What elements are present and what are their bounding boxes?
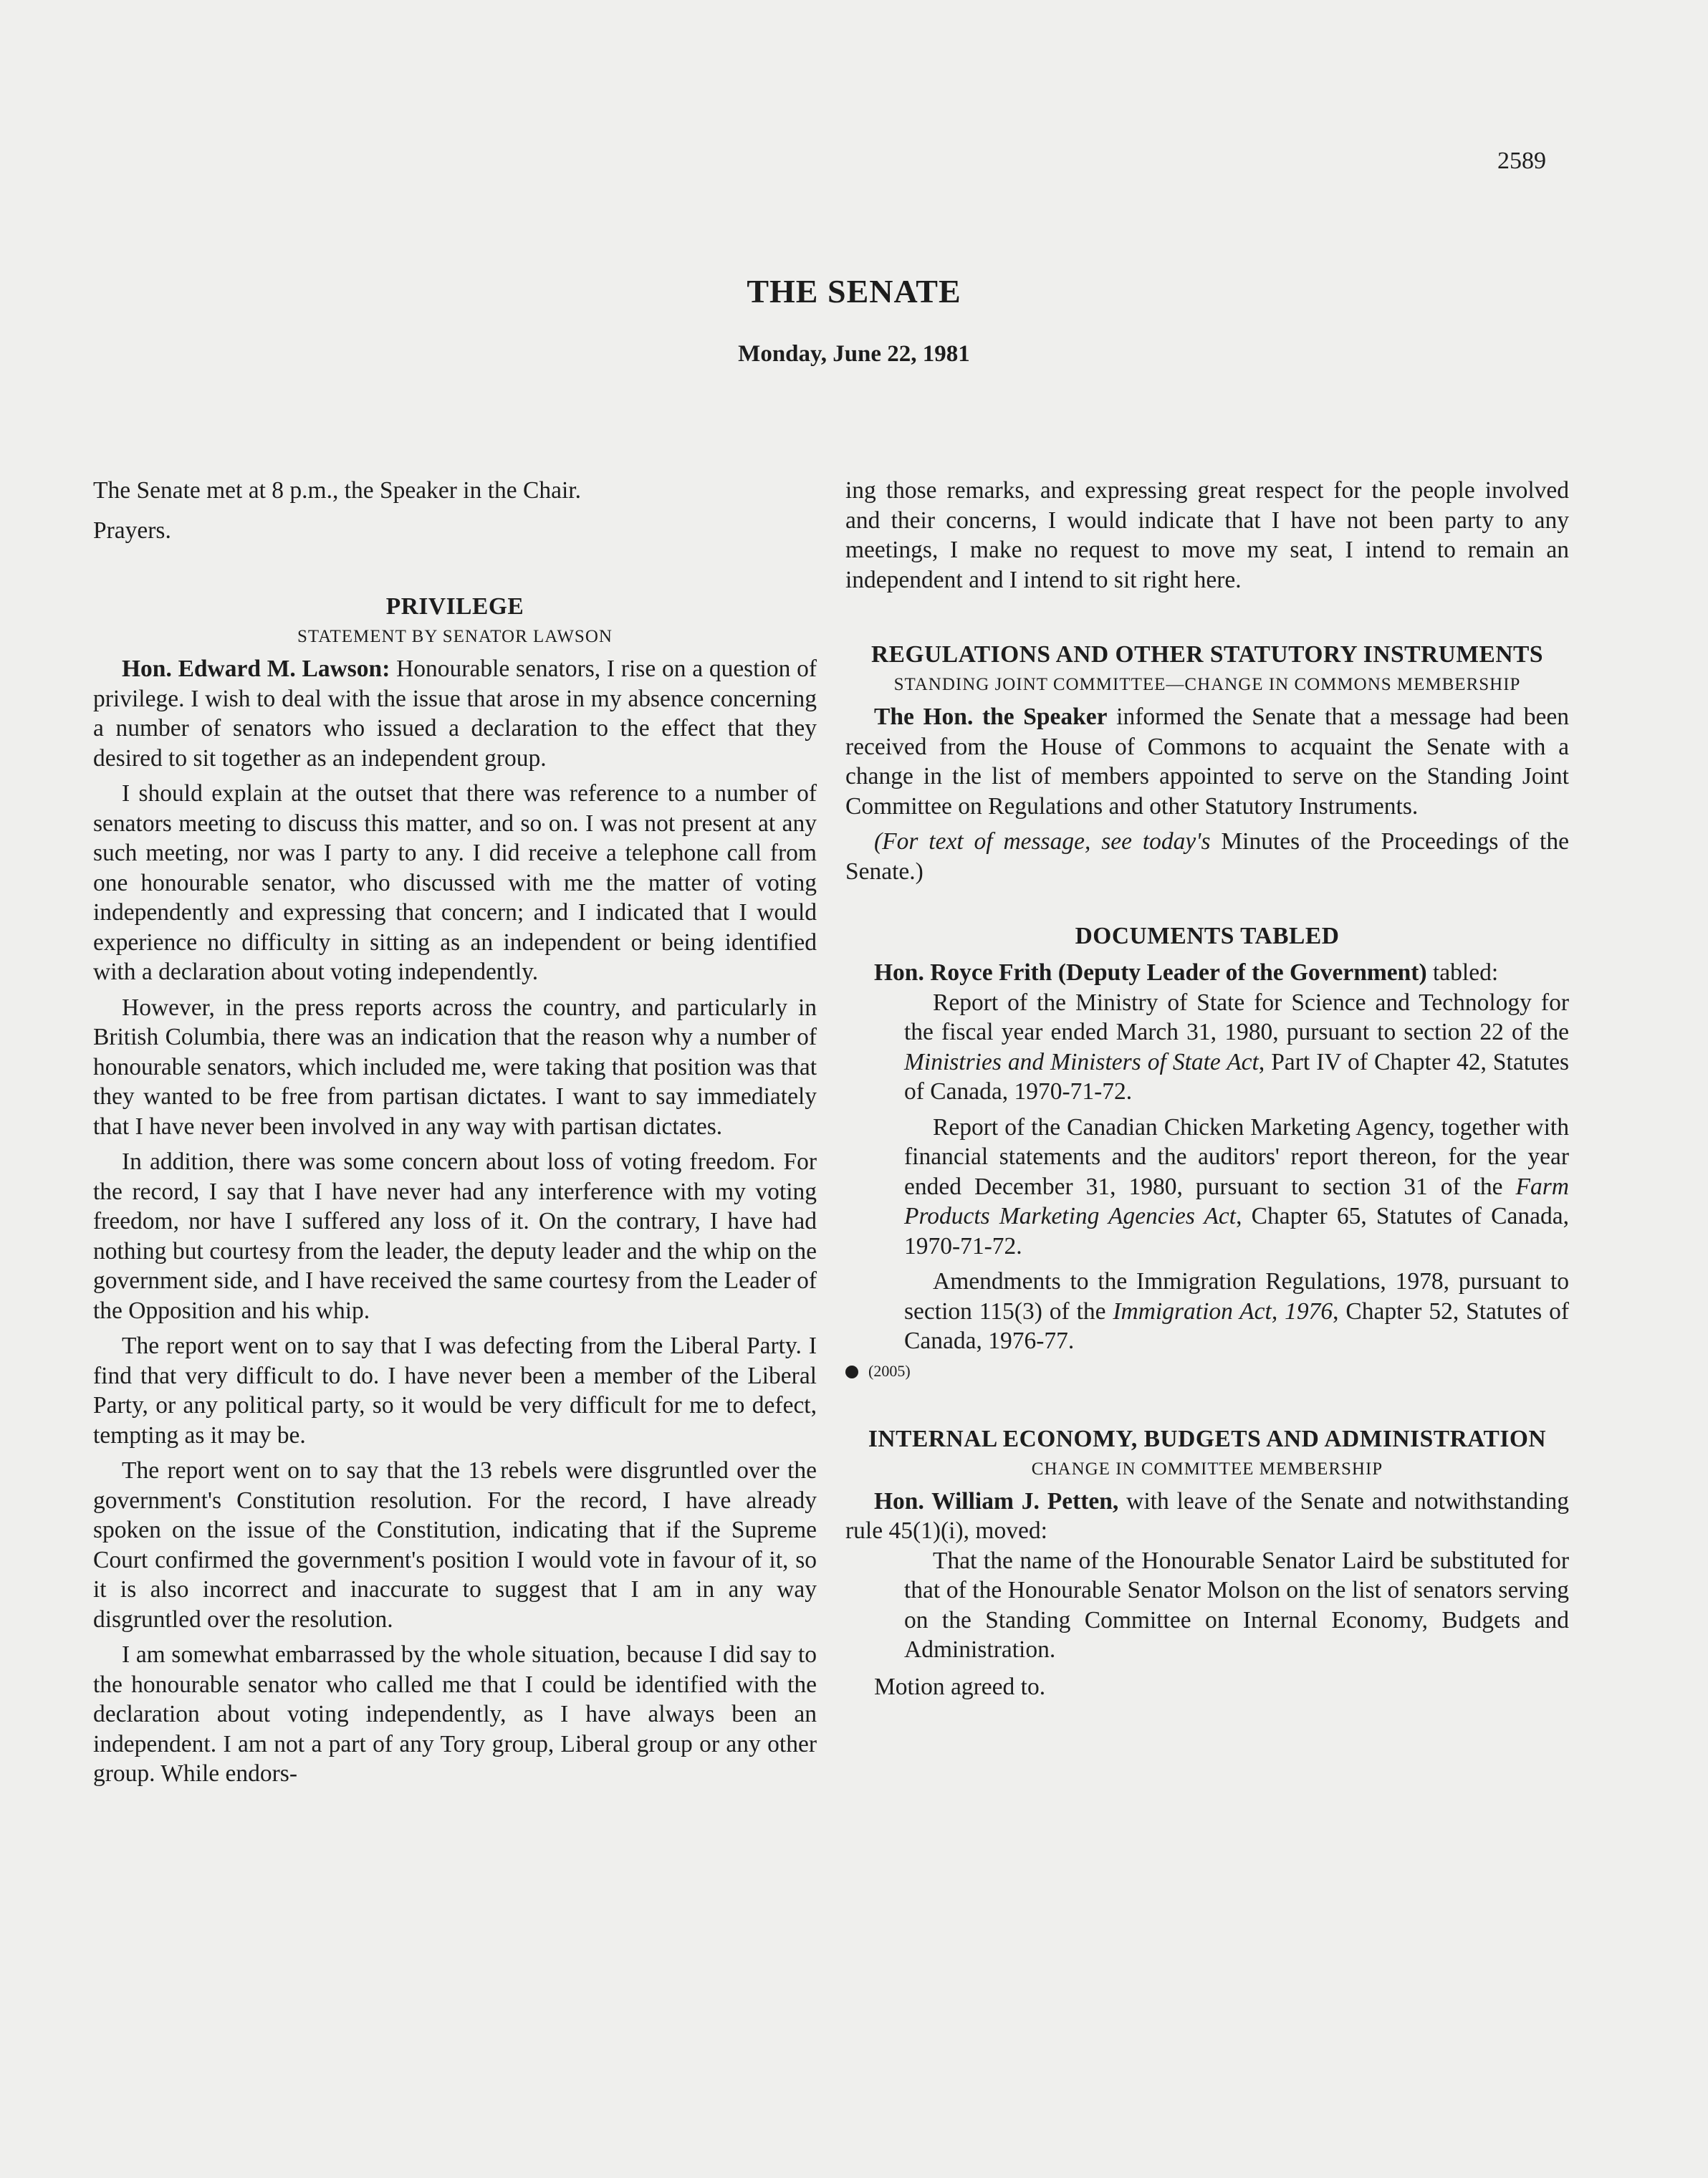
italic-text: (For text of message, see today's [874,828,1211,855]
tabled-document: Report of the Canadian Chicken Marketing Agency, together with financial statements and the auditors' report thereon, for the year ended December 31, 1980, pursuant to section 31 of the Farm Products Marketing Agencies Act, Chapter 65, Statutes of Canada, 1970-71-72. [904,1113,1569,1260]
paragraph-text: informed the Senate that a message had been received from the House of Commons to acquaint the Senate with a change in the list of members appointed to serve on the Standing Joint Committee on Regulations and other Statutory Instruments. [845,704,1569,820]
regulations-subheading: STANDING JOINT COMMITTEE—CHANGE IN COMMONS MEMBERSHIP [893,675,1521,694]
paragraph: I should explain at the outset that there was reference to a number of senators meeting to discuss this matter, and so on. I was not present at any such meeting, nor was I party to any. I did receive a telephone call from one honourable senator, who discussed with me the matter of voting independently and expressing that concern; and I indicated that I would experience no difficulty in sitting as an independent or being identified with a declaration about voting independently. [93,780,817,985]
privilege-subheading: STATEMENT BY SENATOR LAWSON [297,627,613,646]
regulations-heading: REGULATIONS AND OTHER STATUTORY INSTRUMENTS [870,641,1544,668]
motion-text: That the name of the Honourable Senator Laird be substituted for that of the Honourable Senator Molson on the list of senators serving on the Standing Committee on Internal Economy, Budgets and Administration. [904,1547,1569,1663]
documents-heading: DOCUMENTS TABLED [1075,923,1340,949]
page-title: THE SENATE [747,273,961,310]
paragraph [845,827,1569,886]
tabled-documents [845,988,1569,1356]
left-column [93,476,817,1789]
bullet-icon [845,1366,858,1378]
paragraph [845,1487,1569,1546]
prayers: Prayers. [93,517,171,544]
paragraph-text: Minutes of the Proceedings of the Senate.) [845,828,1569,885]
paragraph: ing those remarks, and expressing great respect for the people involved and their concerns, I would indicate that I have not been party to any meetings, I make no request to move my seat, I intend to remain an independent and I intend to sit right here. [845,477,1569,593]
paragraph-text: Honourable senators, I rise on a question of privilege. I wish to deal with the issue that arose in my absence concerning a number of senators who issued a declaration to the effect that they desired to sit together as an independent group. [93,656,817,772]
speaker-name: Hon. Royce Frith (Deputy Leader of the Government) [874,959,1427,986]
paragraph: In addition, there was some concern about loss of voting freedom. For the record, I say that I have never had any interference with my voting freedom, nor have I suffered any loss of it. On the contrary, I have had nothing but courtesy from the leader, the deputy leader and the whip on the government side, and I have received the same courtesy from the Leader of the Opposition and his whip. [93,1148,817,1324]
time-marker: (2005) [845,1361,1569,1382]
paragraph-text: tabled: [1426,959,1499,986]
paragraph: The report went on to say that I was defecting from the Liberal Party. I find that very difficult to do. I have never been a member of the Liberal Party, or any political party, so it would be very difficult for me to defect, tempting as it may be. [93,1333,817,1449]
page-number: 2589 [1497,148,1546,174]
motion-block [845,1546,1569,1665]
speaker-name: Hon. William J. Petten, [874,1487,1119,1515]
tabled-document: Amendments to the Immigration Regulations, 1978, pursuant to section 115(3) of the Immigration Act, 1976, Chapter 52, Statutes of Canada, 1976-77. [904,1268,1569,1354]
paragraph: However, in the press reports across the country, and particularly in British Columbia, there was an indication that the reason why a number of honourable senators, which included me, were taking that position was that they wanted to be free from partisan dictates. I want to say immediately that I have never been involved in any way with partisan dictates. [93,994,817,1140]
paragraph: The report went on to say that the 13 rebels were disgruntled over the government's Constitution resolution. For the record, I have already spoken on the issue of the Constitution, indicating that if the Supreme Court confirmed the government's position I would vote in favour of it, so it is also incorrect and inaccurate to suggest that I am in any way disgruntled over the resolution. [93,1457,817,1633]
speaker-name: Hon. Edward M. Lawson: [122,656,390,682]
motion-result: Motion agreed to. [874,1673,1046,1700]
tabled-document: Report of the Ministry of State for Science and Technology for the fiscal year ended March 31, 1980, pursuant to section 22 of the Ministries and Ministers of State Act, Part IV of Chapter 42, Statutes of Canada, 1970-71-72. [904,989,1569,1105]
right-column [845,476,1569,1702]
paragraph-text: with leave of the Senate and notwithstanding rule 45(1)(i), moved: [845,1487,1569,1544]
paragraph: I am somewhat embarrassed by the whole situation, because I did say to the honourable senator who called me that I could be identified with the declaration about voting independently, as I have always been an independent. I am not a part of any Tory group, Liberal group or any other group. While endors- [93,1641,817,1787]
paragraph [93,654,817,773]
speaker-name: The Hon. the Speaker [874,704,1108,730]
sitting-date: Monday, June 22, 1981 [738,341,970,367]
internal-economy-heading: INTERNAL ECONOMY, BUDGETS AND ADMINISTRATION [868,1425,1547,1452]
paragraph [845,702,1569,821]
opening-statement: The Senate met at 8 p.m., the Speaker in the Chair. [93,477,581,504]
internal-economy-subheading: CHANGE IN COMMITTEE MEMBERSHIP [1031,1459,1383,1479]
privilege-heading: PRIVILEGE [385,593,524,620]
paragraph [845,958,1569,988]
